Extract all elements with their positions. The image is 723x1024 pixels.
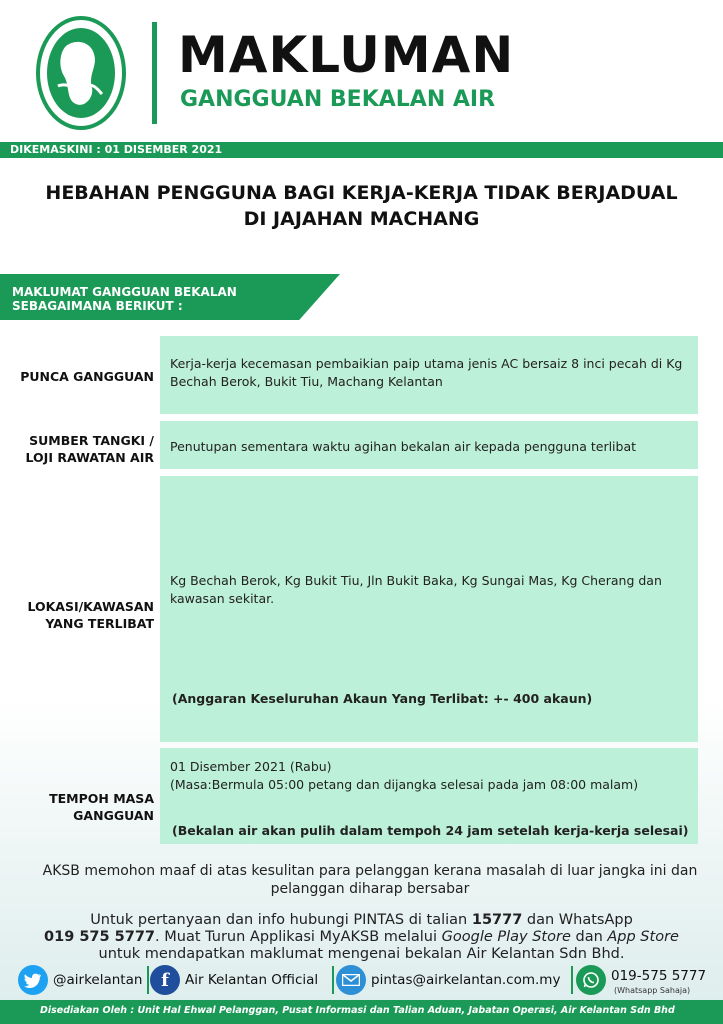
row-label-tempoh — [0, 790, 154, 824]
notice-title-line-1: HEBAHAN PENGGUNA BAGI KERJA-KERJA TIDAK BERJADUAL — [45, 182, 678, 204]
app-store-link[interactable]: App Store — [607, 929, 679, 945]
cell-sumber-text: Penutupan sementara waktu agihan bekalan air kepada pengguna terlibat — [170, 439, 637, 454]
twitter-handle: @airkelantan — [53, 972, 143, 988]
row-label-punca: PUNCA GANGGUAN — [20, 369, 154, 384]
whatsapp-only-note: (Whatsapp Sahaja) — [614, 986, 691, 995]
row-label-lokasi-line-2: YANG TERLIBAT — [45, 616, 154, 631]
updated-strip — [0, 142, 723, 158]
section-heading-line-1: MAKLUMAT GANGGUAN BEKALAN — [12, 285, 237, 299]
row-label-sumber-line-1: SUMBER TANGKI / — [29, 433, 154, 448]
page-title: MAKLUMAN — [178, 26, 515, 84]
cell-tempoh — [160, 748, 698, 844]
header-divider — [152, 22, 157, 124]
section-heading — [12, 285, 237, 313]
cell-punca — [160, 336, 698, 414]
facebook-link[interactable] — [150, 962, 318, 998]
social-separator — [332, 966, 334, 994]
cell-lokasi — [160, 476, 698, 742]
cell-sumber — [160, 421, 698, 469]
whatsapp-icon — [576, 965, 606, 995]
cell-tempoh-time: (Masa:Bermula 05:00 petang dan dijangka selesai pada jam 08:00 malam) — [170, 777, 639, 792]
contact-line2-a: . Muat Turun Applikasi MyAKSB melalui — [155, 929, 442, 945]
section-heading-line-2: SEBAGAIMANA BERIKUT : — [12, 299, 183, 313]
social-separator — [147, 966, 149, 994]
footer-bar — [0, 1000, 723, 1024]
row-label-sumber-line-2: LOJI RAWATAN AIR — [25, 450, 154, 465]
facebook-name: Air Kelantan Official — [185, 972, 319, 988]
twitter-link[interactable] — [18, 962, 142, 998]
email-icon — [336, 965, 366, 995]
email-address: pintas@airkelantan.com.my — [371, 972, 561, 988]
social-separator — [571, 966, 573, 994]
contact-line1-a: Untuk pertanyaan dan info hubungi PINTAS di talian — [90, 912, 472, 928]
cell-tempoh-text — [170, 758, 690, 794]
notice-title-line-2: DI JAJAHAN MACHANG — [243, 208, 480, 230]
row-label-tempoh-line-2: GANGGUAN — [73, 808, 154, 823]
social-bar — [0, 962, 723, 998]
twitter-icon — [18, 965, 48, 995]
footer-text: Disediakan Oleh : Unit Hal Ehwal Pelanggan, Pusat Informasi dan Talian Aduan, Jabatan Operasi, Air Kelantan Sdn Bhd — [40, 1005, 675, 1016]
contact-info — [0, 912, 723, 963]
cell-tempoh-date: 01 Disember 2021 (Rabu) — [170, 759, 332, 774]
whatsapp-number-social: 019-575 5777 — [611, 968, 707, 984]
row-label-lokasi-line-1: LOKASI/KAWASAN — [27, 599, 154, 614]
contact-line2-b: dan — [570, 929, 608, 945]
pintas-number: 15777 — [471, 912, 523, 928]
contact-line1-b: dan WhatsApp — [522, 912, 633, 928]
row-label-tempoh-line-1: TEMPOH MASA — [49, 791, 154, 806]
air-kelantan-logo — [36, 16, 126, 130]
apology-text: AKSB memohon maaf di atas kesulitan para pelanggan kerana masalah di luar jangka ini dan pelanggan diharap bersabar — [42, 863, 698, 897]
contact-line3: untuk mendapatkan maklumat mengenai bekalan Air Kelantan Sdn Bhd. — [98, 946, 625, 962]
facebook-icon: f — [150, 965, 180, 995]
updated-date: DIKEMASKINI : 01 DISEMBER 2021 — [10, 143, 223, 156]
page-subtitle: GANGGUAN BEKALAN AIR — [180, 87, 496, 112]
cell-lokasi-text: Kg Bechah Berok, Kg Bukit Tiu, Jln Bukit Baka, Kg Sungai Mas, Kg Cherang dan kawasan sekitar. — [170, 573, 662, 606]
cell-lokasi-note: (Anggaran Keseluruhan Akaun Yang Terlibat: +- 400 akaun) — [172, 691, 593, 706]
google-play-link[interactable]: Google Play Store — [441, 929, 571, 945]
cell-punca-text: Kerja-kerja kecemasan pembaikian paip utama jenis AC bersaiz 8 inci pecah di Kg Bechah Berok, Bukit Tiu, Machang Kelantan — [170, 356, 683, 389]
row-label-sumber — [0, 432, 154, 466]
whatsapp-number: 019 575 5777 — [44, 929, 156, 945]
email-link[interactable] — [336, 962, 560, 998]
row-label-lokasi — [0, 598, 154, 632]
cell-tempoh-note: (Bekalan air akan pulih dalam tempoh 24 jam setelah kerja-kerja selesai) — [172, 823, 689, 838]
notice-title — [0, 180, 723, 232]
